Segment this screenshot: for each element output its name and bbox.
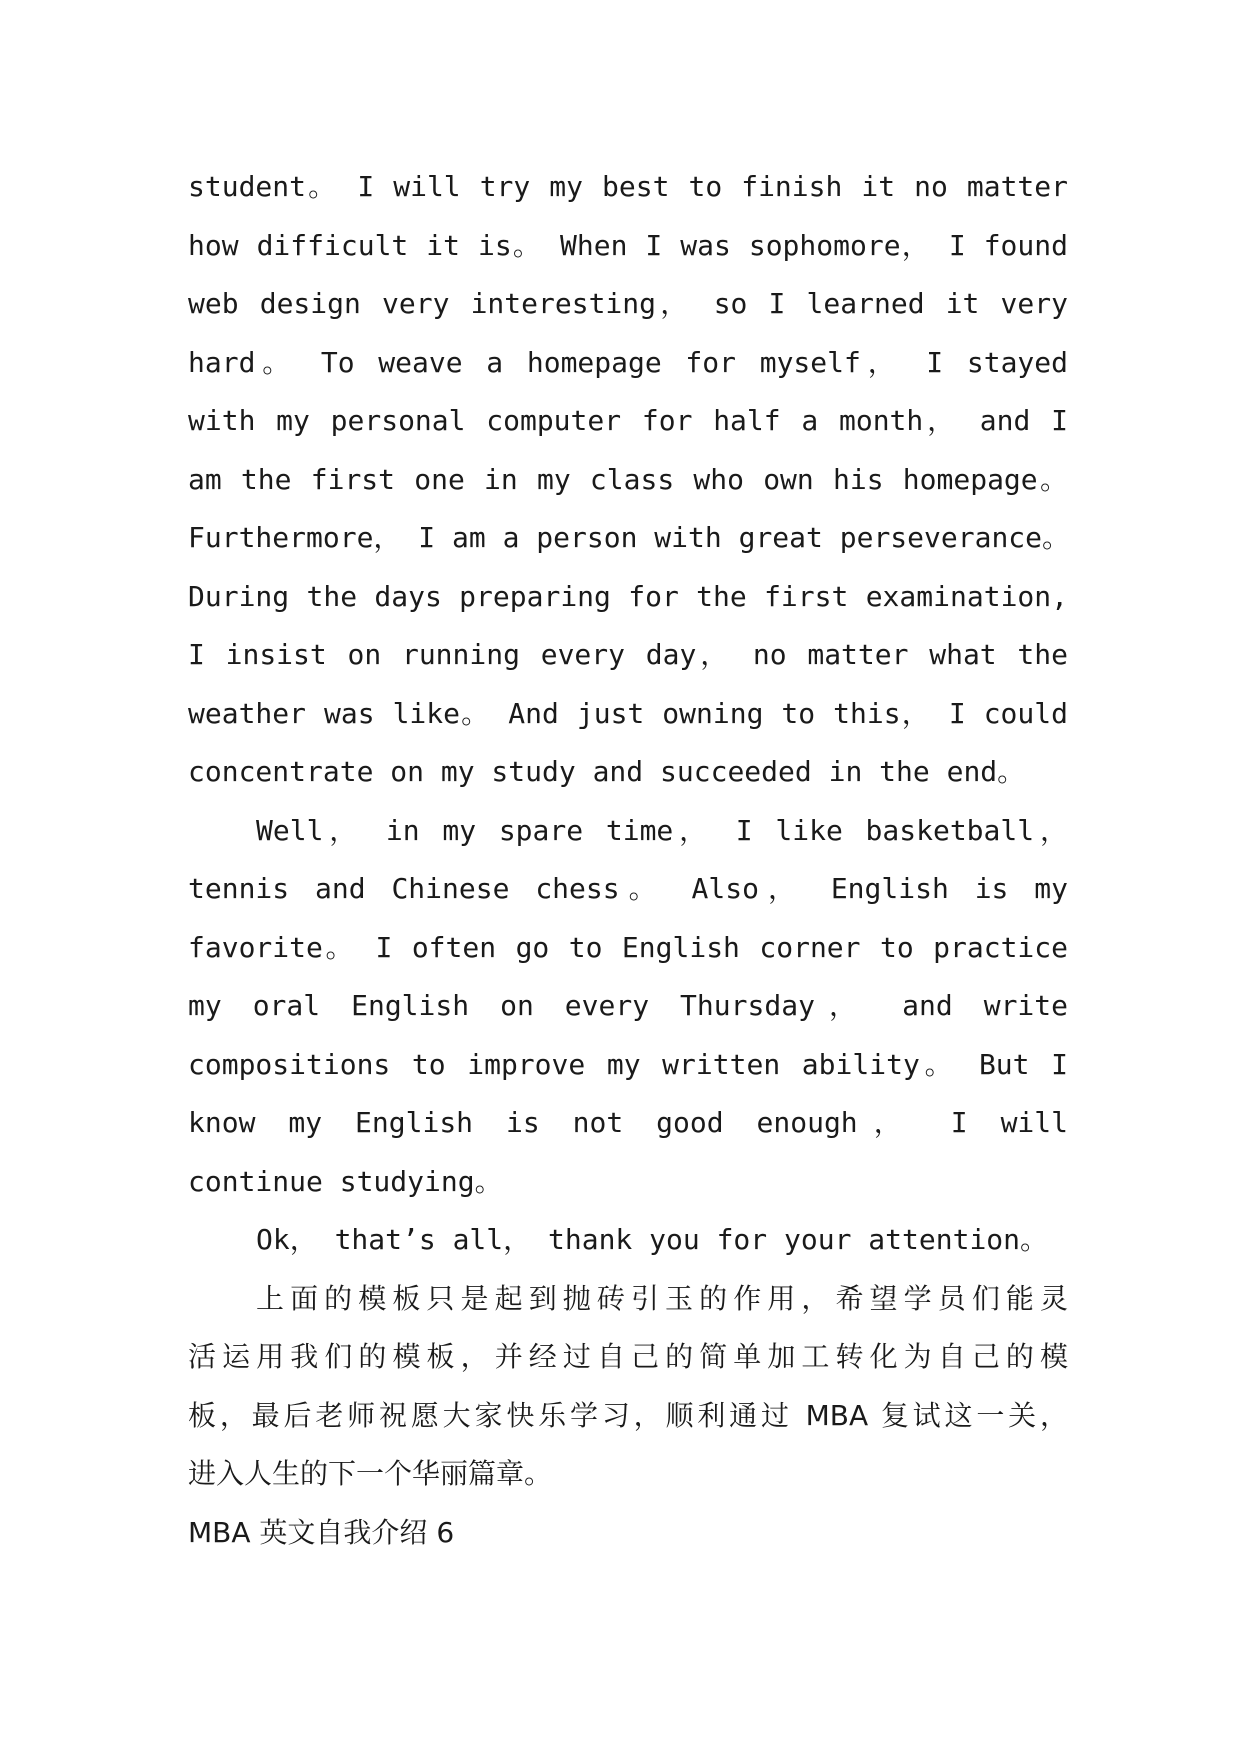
text-line: During the days preparing for the first examination, (188, 579, 1068, 613)
text-line: continue studying。 (188, 1164, 503, 1198)
text-line: how difficult it is。 When I was sophomore， I found (188, 228, 1068, 262)
text-line: with my personal computer for half a month， and I (188, 404, 1068, 437)
text-line: hard。 To weave a homepage for myself， I stayed (188, 345, 1068, 379)
text-line: weather was like。 And just owning to this， I could (188, 696, 1068, 730)
text-line: 板，最后老师祝愿大家快乐学习，顺利通过 MBA 复试这一关， (188, 1398, 1068, 1432)
text-line: compositions to improve my written ability。 But I (188, 1047, 1068, 1081)
paragraph-template-note (188, 1270, 1068, 1504)
text-line: Well， in my spare time， I like basketball， (256, 813, 1068, 847)
paragraph-self-description (188, 158, 1071, 802)
text-line: know my English is not good enough， I will (188, 1106, 1068, 1139)
text-line: am the first one in my class who own his homepage。 (188, 462, 1068, 496)
text-line: favorite。 I often go to English corner to practice (188, 930, 1068, 964)
section-heading (188, 1504, 1068, 1563)
text-line: student。 I will try my best to finish it no matter (188, 170, 1068, 203)
text-line: 活运用我们的模板，并经过自己的简单加工转化为自己的模 (188, 1340, 1068, 1373)
text-line: web design very interesting， so I learned it very (188, 287, 1068, 320)
text-line: my oral English on every Thursday， and write (188, 989, 1068, 1022)
text-line: 上面的模板只是起到抛砖引玉的作用，希望学员们能灵 (256, 1281, 1068, 1315)
text-line: tennis and Chinese chess。 Also， English is my (188, 872, 1068, 905)
heading-text: MBA 英文自我介绍 6 (188, 1515, 455, 1549)
document-body (188, 158, 1071, 1562)
text-line: concentrate on my study and succeeded in the end。 (188, 755, 1026, 788)
paragraph-hobbies (188, 802, 1068, 1212)
text-line: 进入人生的下一个华丽篇章。 (188, 1457, 553, 1490)
paragraph-closing (188, 1211, 1068, 1270)
text-line: Ok， that’s all， thank you for your attention。 (256, 1223, 1049, 1256)
text-line: I insist on running every day， no matter what the (188, 638, 1068, 671)
text-line: Furthermore， I am a person with great perseverance。 (188, 521, 1071, 554)
